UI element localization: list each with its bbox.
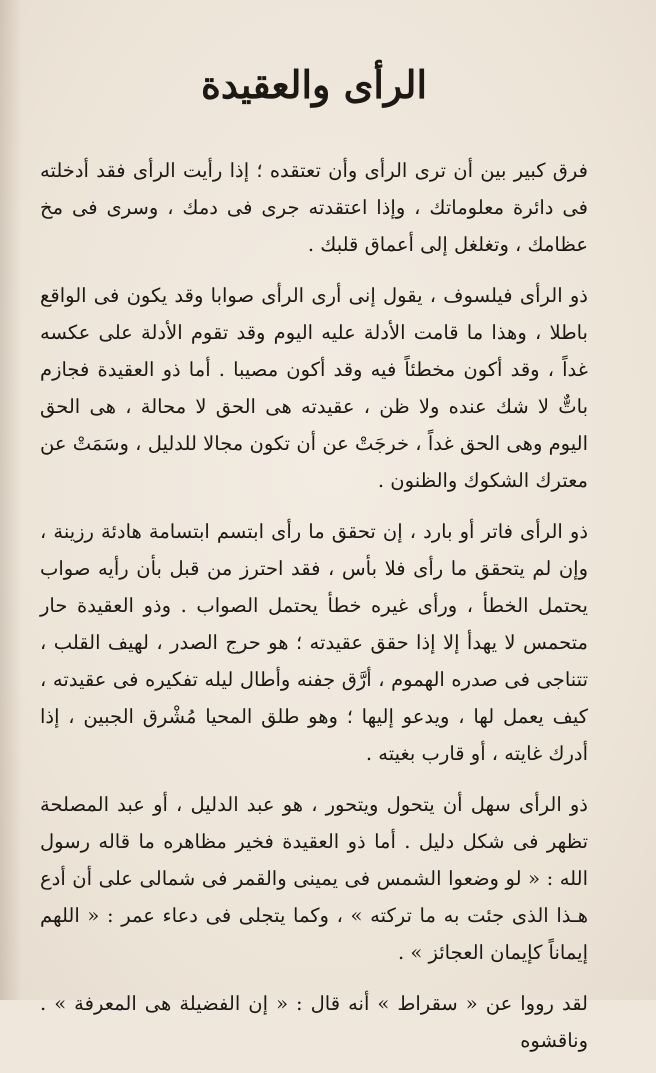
paragraph-4: ذو الرأى سهل أن يتحول ويتحور ، هو عبد الدليل ، أو عبد المصلحة تظهر فى شكل دليل . أما ذو العقيدة فخير مظاهره ما قاله رسول الله : « لو وضعوا الشمس فى يمينى والقمر فى شمالى على أن أدع هـذا الذى جئت به ما تركته » ، وكما يتجلى فى دعاء عمر : « اللهم إيماناً كإيمان العجائز » . xyxy=(40,792,588,964)
page-content xyxy=(40,62,588,1073)
paragraph-2: ذو الرأى فيلسوف ، يقول إنى أرى الرأى صوابا وقد يكون فى الواقع باطلا ، وهذا ما قامت الأدلة عليه اليوم وقد تقوم الأدلة على عكسه غداً ، وقد أكون مخطئاً فيه وقد أكون مصيبا . أما ذو العقيدة فجازم باتٌّ لا شك عنده ولا ظن ، عقيدته هى الحق لا محالة ، هى الحق اليوم وهى الحق غداً ، خرجَتْ عن أن تكون مجالا للدليل ، وسَمَتْ عن معترك الشكوك والظنون . xyxy=(40,283,588,492)
binding-shadow xyxy=(0,0,22,1000)
chapter-title: الرأى والعقيدة xyxy=(201,62,427,107)
paragraph-1: فرق كبير بين أن ترى الرأى وأن تعتقده ؛ إذا رأيت الرأى فقد أدخلته فى دائرة معلوماتك ، وإذا اعتقدته جرى فى دمك ، وسرى فى مخ عظامك ، وتغلغل إلى أعماق قلبك . xyxy=(40,158,588,256)
paragraph-3: ذو الرأى فاتر أو بارد ، إن تحقق ما رأى ابتسم ابتسامة هادئة رزينة ، وإن لم يتحقق ما رأى فلا بأس ، فقد احترز من قبل بأن رأيه صواب يحتمل الخطأ ، ورأى غيره خطأ يحتمل الصواب . وذو العقيدة حار متحمس لا يهدأ إلا إذا حقق عقيدته ؛ هو حرج الصدر ، لهيف القلب ، تتناجى فى صدره الهموم ، أرَّق جفنه وأطال ليله تفكيره فى عقيدته ، كيف يعمل لها ، ويدعو إليها ؛ وهو طلق المحيا مُشْرق الجبين ، إذا أدرك غايته ، أو قارب بغيته . xyxy=(40,519,588,765)
paragraph-5: لقد رووا عن « سقراط » أنه قال : « إن الفضيلة هى المعرفة » . وناقشوه xyxy=(40,991,588,1052)
